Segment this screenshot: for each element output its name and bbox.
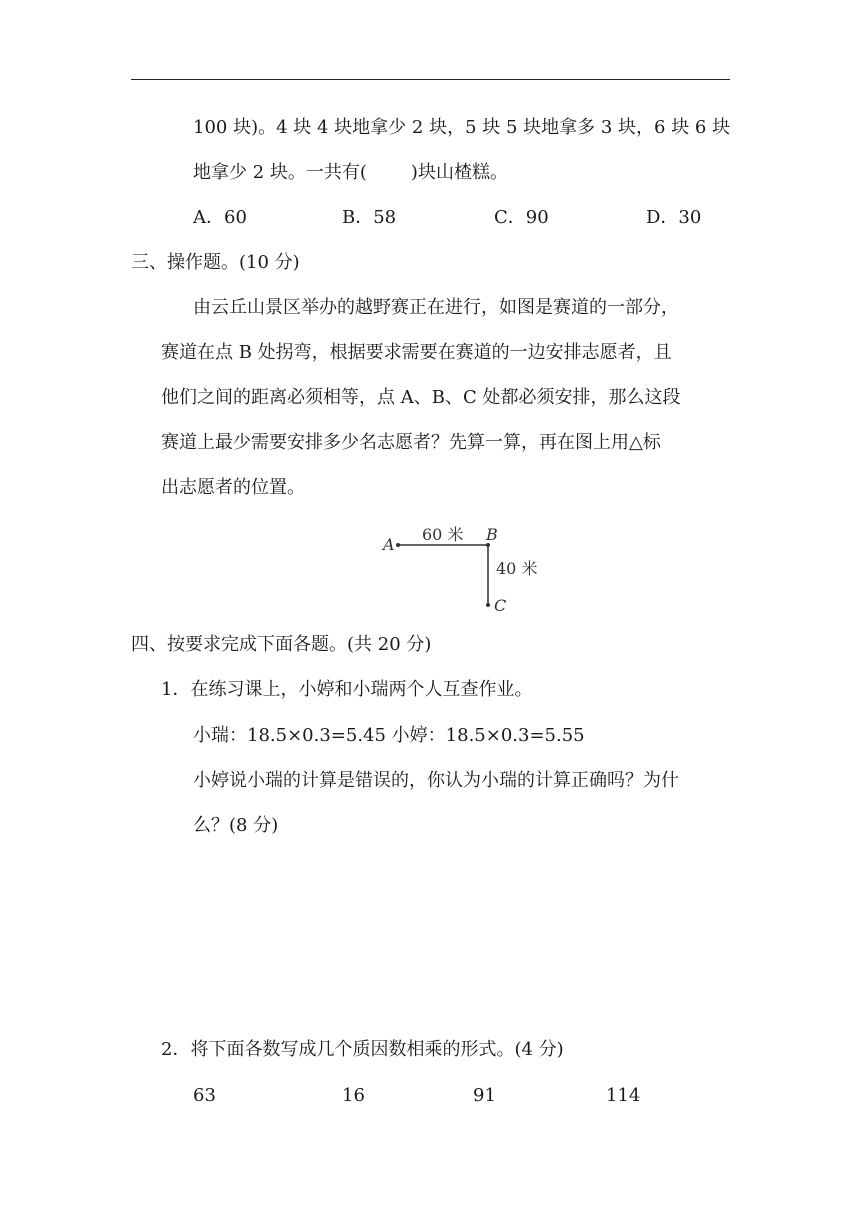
student-work: 小瑞：18.5×0.3=5.45 小婷：18.5×0.3=5.55 (193, 725, 585, 746)
label-point-c: C (494, 596, 507, 615)
question-text-line: 100 块)。4 块 4 块地拿少 2 块，5 块 5 块地拿多 3 块，6 块 6 块 (193, 117, 731, 138)
number-item: 114 (606, 1085, 641, 1106)
label-bc-length: 40 米 (496, 559, 538, 578)
option-d[interactable]: D．30 (646, 207, 702, 228)
section-heading: 四、按要求完成下面各题。(共 20 分) (131, 634, 432, 655)
paragraph-line: 出志愿者的位置。 (161, 477, 305, 498)
section-heading: 三、操作题。(10 分) (131, 252, 300, 273)
label-point-b: B (486, 525, 498, 544)
point-a-dot (396, 543, 400, 547)
question-title: 1．在练习课上，小婷和小瑞两个人互查作业。 (161, 679, 533, 700)
paragraph-line: 赛道在点 B 处拐弯，根据要求需要在赛道的一边安排志愿者，且 (161, 342, 672, 363)
question-text: )块山楂糕。 (410, 162, 508, 183)
label-point-a: A (383, 535, 395, 554)
question-text-line: 么？(8 分) (193, 815, 279, 836)
option-c[interactable]: C．90 (494, 207, 549, 228)
question-title: 2．将下面各数写成几个质因数相乘的形式。(4 分) (161, 1039, 564, 1060)
number-item: 91 (473, 1085, 496, 1106)
option-b[interactable]: B．58 (342, 207, 397, 228)
number-item: 16 (342, 1085, 365, 1106)
number-item: 63 (193, 1085, 216, 1106)
paragraph-line: 赛道上最少需要安排多少名志愿者？先算一算，再在图上用△标 (161, 432, 661, 453)
point-c-dot (486, 603, 490, 607)
question-text-line: 小婷说小瑞的计算是错误的，你认为小瑞的计算正确吗？为什 (193, 770, 679, 791)
header-rule (131, 79, 730, 80)
question-text-line (193, 161, 508, 185)
paragraph-line: 他们之间的距离必须相等，点 A、B、C 处都必须安排，那么这段 (161, 387, 681, 408)
paragraph-line: 由云丘山景区举办的越野赛正在进行，如图是赛道的一部分， (193, 297, 679, 318)
label-ab-length: 60 米 (422, 525, 464, 544)
option-a[interactable]: A．60 (193, 207, 247, 228)
question-text: 地拿少 2 块。一共有( (193, 162, 367, 183)
track-diagram (380, 522, 550, 618)
